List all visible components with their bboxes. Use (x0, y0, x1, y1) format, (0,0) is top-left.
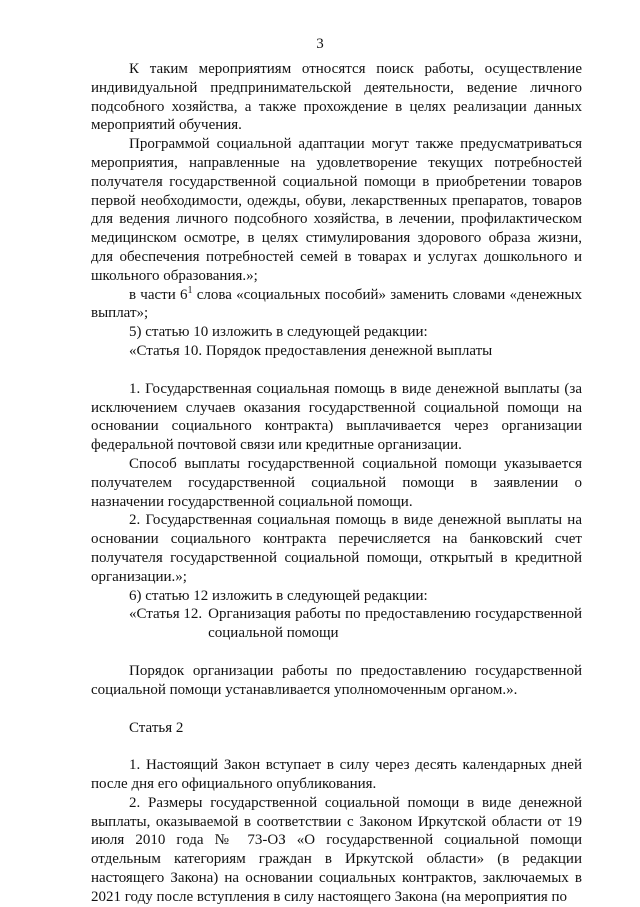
amendment-text-after: слова «социальных пособий» заменить словами «денежных выплат»; (91, 286, 582, 322)
spacer (91, 361, 582, 380)
article-10-heading: «Статья 10. Порядок предоставления денежной выплаты (129, 342, 493, 359)
spacer (91, 737, 582, 756)
amendment-text-before: в части 6 (129, 286, 188, 303)
paragraph-amendment-part-6-1 (91, 286, 582, 324)
article-12-title: Организация работы по предоставлению государственной социальной помощи (208, 606, 582, 642)
article-10-clause-1: 1. Государственная социальная помощь в виде денежной выплаты (за исключением случаев оказания государственной социальной помощи на основании социального контракта) выплачивается через организации федеральной почтовой связи или кредитные организации. (91, 380, 582, 454)
article-12-label: «Статья 12. (129, 606, 203, 623)
document-body (91, 60, 582, 907)
paragraph-activities: К таким мероприятиям относятся поиск работы, осуществление индивидуальной предпринимательской деятельности, ведение личного подсобного хозяйства, а также прохождение в целях реализации данных мероприятий обучения. (91, 61, 582, 134)
spacer (91, 700, 582, 719)
paragraph-item-6: 6) статью 12 изложить в следующей редакции: (129, 587, 428, 604)
article-10-payment-method: Способ выплаты государственной социальной помощи указывается получателем государственной социальной помощи в заявлении о назначении государственной социальной помощи. (91, 455, 582, 510)
article-2-clause-2: 2. Размеры государственной социальной помощи в виде денежной выплаты, оказываемой в соответствии с Законом Иркутской области от 19 июля 2010 года № 73-ОЗ «О государственной социальной помощи отдельным категориям граждан в Иркутской области» (в редакции настоящего Закона) на основании социальных контрактов, заключаемых в 2021 году после вступления в силу настоящего Закона (на мероприятия по (91, 794, 582, 905)
article-12-body: Порядок организации работы по предоставлению государственной социальной помощи устанавливается уполномоченным органом.». (91, 662, 582, 698)
paragraph-adaptation-program: Программой социальной адаптации могут также предусматриваться мероприятия, направленные на удовлетворение текущих потребностей получателя государственной социальной помощи в приобретении товаров первой необходимости, одежды, обуви, лекарственных препаратов, товаров для ведения личного подсобного хозяйства, в лечении, профилактическом медицинском осмотре, в целях стимулирования здорового образа жизни, для обеспечения потребностей семей в товарах и услугах дошкольного и школьного образования.»; (91, 136, 582, 284)
article-2-heading: Статья 2 (129, 719, 184, 736)
page-number: 3 (316, 36, 324, 52)
paragraph-item-5: 5) статью 10 изложить в следующей редакции: (129, 324, 428, 341)
article-12-heading (91, 605, 582, 643)
spacer (91, 643, 582, 662)
article-10-clause-2: 2. Государственная социальная помощь в виде денежной выплаты на основании социального контракта перечисляется на банковский счет получателя государственной социальной помощи, открытый в кредитной организации.»; (91, 512, 582, 585)
superscript-index: 1 (187, 284, 193, 296)
article-2-clause-1: 1. Настоящий Закон вступает в силу через десять календарных дней после дня его официального опубликования. (91, 757, 582, 793)
